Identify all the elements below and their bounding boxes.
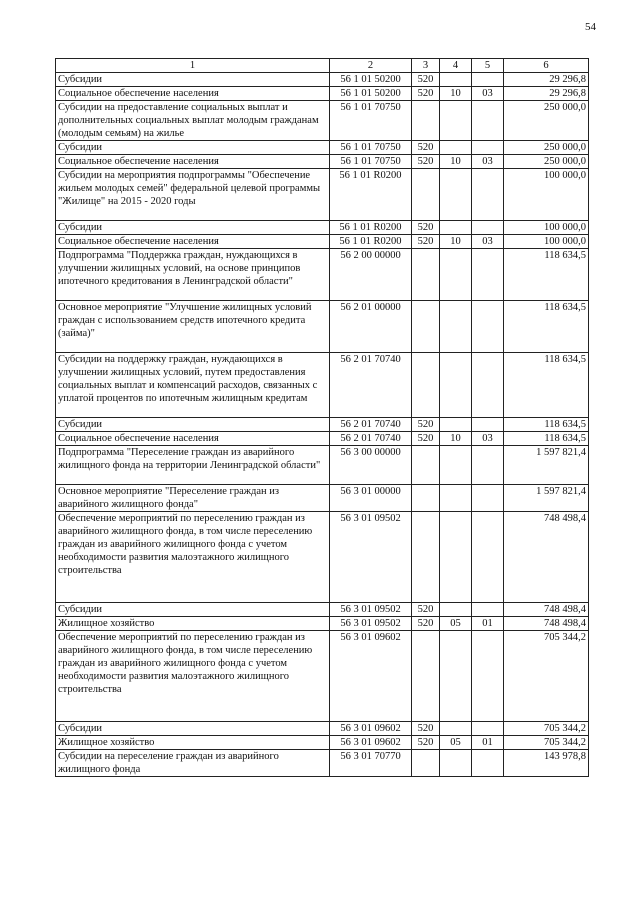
row-col5-cell [472,485,504,512]
row-code-cell: 56 3 01 00000 [330,485,412,512]
row-col4-cell [440,353,472,418]
row-name-cell: Обеспечение мероприятий по переселению граждан из аварийного жилищного фонда, в том числе переселению граждан из аварийного жилищного фонда с учетом необходимости развития малоэтажного жилищного строительства [56,512,330,603]
row-name-cell: Жилищное хозяйство [56,736,330,750]
row-col3-cell: 520 [412,736,440,750]
row-col4-cell [440,750,472,777]
row-amount-cell: 118 634,5 [504,353,589,418]
row-amount-cell: 118 634,5 [504,418,589,432]
row-amount-cell: 705 344,2 [504,722,589,736]
row-name-cell: Субсидии на мероприятия подпрограммы "Обеспечение жильем молодых семей" федеральной целевой программы "Жилище" на 2015 - 2020 годы [56,169,330,221]
row-col5-cell: 03 [472,155,504,169]
row-name-cell: Жилищное хозяйство [56,617,330,631]
row-amount-cell: 748 498,4 [504,603,589,617]
row-code-cell: 56 2 01 70740 [330,432,412,446]
row-col5-cell: 03 [472,432,504,446]
header-row [56,59,589,73]
row-col5-cell [472,249,504,301]
row-col3-cell [412,512,440,603]
table-row [56,87,589,101]
row-code-cell: 56 3 01 09502 [330,617,412,631]
row-code-cell: 56 1 01 70750 [330,141,412,155]
row-col4-cell: 10 [440,155,472,169]
row-col4-cell [440,418,472,432]
table-row [56,169,589,221]
table-row [56,446,589,485]
row-amount-cell: 748 498,4 [504,512,589,603]
column-header-3: 3 [412,59,440,73]
row-amount-cell: 29 296,8 [504,87,589,101]
row-col3-cell: 520 [412,617,440,631]
row-name-cell: Субсидии [56,73,330,87]
row-name-cell: Субсидии на переселение граждан из аварийного жилищного фонда [56,750,330,777]
row-amount-cell: 250 000,0 [504,101,589,141]
row-amount-cell: 1 597 821,4 [504,446,589,485]
row-col4-cell: 10 [440,235,472,249]
row-col4-cell [440,512,472,603]
row-col4-cell [440,101,472,141]
row-col4-cell [440,485,472,512]
row-col5-cell [472,141,504,155]
row-col5-cell [472,722,504,736]
table-row [56,155,589,169]
row-name-cell: Основное мероприятие "Улучшение жилищных условий граждан с использованием средств ипотечного кредита (займа)" [56,301,330,353]
row-code-cell: 56 2 01 70740 [330,418,412,432]
row-name-cell: Социальное обеспечение населения [56,432,330,446]
row-col3-cell: 520 [412,155,440,169]
row-name-cell: Субсидии [56,141,330,155]
row-amount-cell: 118 634,5 [504,249,589,301]
row-col3-cell: 520 [412,87,440,101]
row-col4-cell [440,221,472,235]
page-number: 54 [585,21,596,33]
row-amount-cell: 143 978,8 [504,750,589,777]
row-amount-cell: 100 000,0 [504,221,589,235]
row-code-cell: 56 3 01 09602 [330,631,412,722]
row-code-cell: 56 2 00 00000 [330,249,412,301]
row-col5-cell [472,631,504,722]
row-col3-cell: 520 [412,73,440,87]
row-col4-cell [440,631,472,722]
table-row [56,722,589,736]
row-col4-cell [440,249,472,301]
budget-table [55,58,589,777]
column-header-2: 2 [330,59,412,73]
table-row [56,432,589,446]
column-header-4: 4 [440,59,472,73]
row-amount-cell: 748 498,4 [504,617,589,631]
row-col3-cell [412,446,440,485]
row-col5-cell [472,301,504,353]
column-header-1: 1 [56,59,330,73]
row-col3-cell [412,353,440,418]
table-row [56,631,589,722]
row-col4-cell [440,722,472,736]
row-name-cell: Подпрограмма "Переселение граждан из аварийного жилищного фонда на территории Ленинградской области" [56,446,330,485]
row-amount-cell: 705 344,2 [504,736,589,750]
row-col5-cell [472,446,504,485]
column-header-6: 6 [504,59,589,73]
row-col5-cell [472,169,504,221]
table-row [56,249,589,301]
row-code-cell: 56 3 01 09602 [330,722,412,736]
row-name-cell: Подпрограмма "Поддержка граждан, нуждающихся в улучшении жилищных условий, на основе принципов ипотечного кредитования в Ленинградской области" [56,249,330,301]
row-col4-cell [440,301,472,353]
row-col3-cell: 520 [412,221,440,235]
row-name-cell: Субсидии на поддержку граждан, нуждающихся в улучшении жилищных условий, путем предоставления социальных выплат и компенсаций расходов, связанных с уплатой процентов по ипотечным жилищным кредитам [56,353,330,418]
row-col5-cell: 01 [472,736,504,750]
row-col3-cell: 520 [412,141,440,155]
row-col4-cell [440,603,472,617]
row-col5-cell: 03 [472,235,504,249]
row-code-cell: 56 1 01 R0200 [330,221,412,235]
row-amount-cell: 1 597 821,4 [504,485,589,512]
row-col3-cell [412,101,440,141]
row-name-cell: Социальное обеспечение населения [56,155,330,169]
row-col5-cell [472,750,504,777]
table-row [56,485,589,512]
row-name-cell: Субсидии [56,221,330,235]
row-name-cell: Субсидии [56,603,330,617]
row-code-cell: 56 3 00 00000 [330,446,412,485]
table-row [56,73,589,87]
row-col4-cell [440,446,472,485]
row-col5-cell [472,353,504,418]
row-col3-cell: 520 [412,722,440,736]
row-col3-cell [412,301,440,353]
table-row [56,603,589,617]
row-col3-cell: 520 [412,235,440,249]
column-header-5: 5 [472,59,504,73]
row-col4-cell [440,141,472,155]
table-row [56,235,589,249]
row-col5-cell: 01 [472,617,504,631]
row-col4-cell [440,169,472,221]
row-amount-cell: 250 000,0 [504,141,589,155]
row-col5-cell [472,603,504,617]
row-amount-cell: 100 000,0 [504,169,589,221]
row-code-cell: 56 1 01 70750 [330,101,412,141]
row-col3-cell [412,249,440,301]
row-col4-cell [440,73,472,87]
table-row [56,512,589,603]
row-name-cell: Основное мероприятие "Переселение граждан из аварийного жилищного фонда" [56,485,330,512]
row-code-cell: 56 1 01 R0200 [330,169,412,221]
row-code-cell: 56 3 01 09502 [330,603,412,617]
table-row [56,617,589,631]
row-col5-cell [472,73,504,87]
row-code-cell: 56 3 01 70770 [330,750,412,777]
row-name-cell: Социальное обеспечение населения [56,87,330,101]
row-col5-cell [472,101,504,141]
row-col3-cell [412,485,440,512]
row-col3-cell: 520 [412,418,440,432]
row-code-cell: 56 1 01 70750 [330,155,412,169]
table-row [56,221,589,235]
table-body [56,73,589,777]
row-name-cell: Обеспечение мероприятий по переселению граждан из аварийного жилищного фонда, в том числе переселению граждан из аварийного жилищного фонда с учетом необходимости развития малоэтажного жилищного строительства [56,631,330,722]
row-col3-cell [412,169,440,221]
table-row [56,750,589,777]
table-row [56,101,589,141]
table-row [56,141,589,155]
row-amount-cell: 705 344,2 [504,631,589,722]
row-col4-cell: 10 [440,87,472,101]
row-amount-cell: 29 296,8 [504,73,589,87]
row-col4-cell: 05 [440,736,472,750]
row-code-cell: 56 2 01 70740 [330,353,412,418]
row-code-cell: 56 1 01 50200 [330,73,412,87]
row-code-cell: 56 3 01 09602 [330,736,412,750]
row-name-cell: Социальное обеспечение населения [56,235,330,249]
row-code-cell: 56 1 01 50200 [330,87,412,101]
row-col3-cell: 520 [412,603,440,617]
row-name-cell: Субсидии на предоставление социальных выплат и дополнительных социальных выплат молодым гражданам (молодым семьям) на жилье [56,101,330,141]
row-col5-cell [472,512,504,603]
row-col5-cell [472,418,504,432]
row-col5-cell [472,221,504,235]
row-col3-cell: 520 [412,432,440,446]
row-amount-cell: 118 634,5 [504,301,589,353]
row-amount-cell: 100 000,0 [504,235,589,249]
table-row [56,353,589,418]
row-code-cell: 56 3 01 09502 [330,512,412,603]
row-name-cell: Субсидии [56,722,330,736]
row-amount-cell: 250 000,0 [504,155,589,169]
row-col4-cell: 05 [440,617,472,631]
row-col3-cell [412,750,440,777]
table-header [56,59,589,73]
table-row [56,736,589,750]
row-col3-cell [412,631,440,722]
row-col5-cell: 03 [472,87,504,101]
row-col4-cell: 10 [440,432,472,446]
table-row [56,418,589,432]
row-name-cell: Субсидии [56,418,330,432]
row-code-cell: 56 2 01 00000 [330,301,412,353]
row-code-cell: 56 1 01 R0200 [330,235,412,249]
table-row [56,301,589,353]
row-amount-cell: 118 634,5 [504,432,589,446]
